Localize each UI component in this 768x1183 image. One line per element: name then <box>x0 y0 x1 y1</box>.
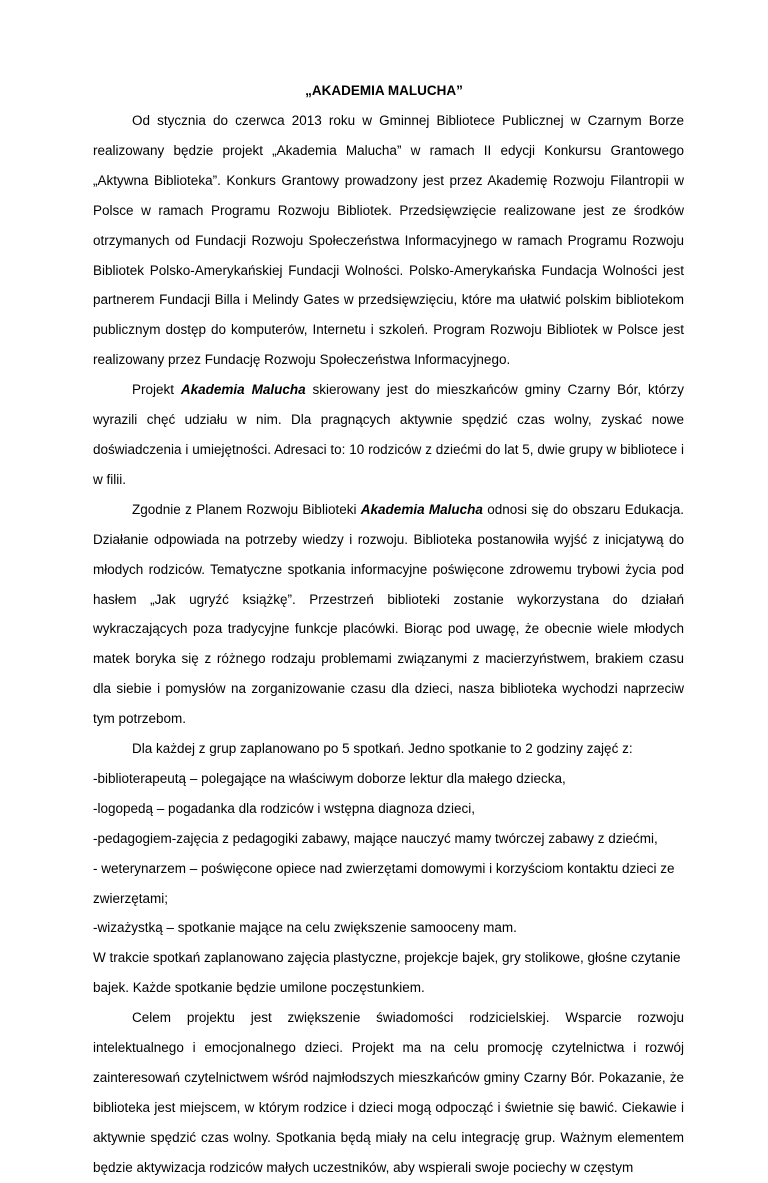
paragraph-project-audience <box>93 375 684 495</box>
list-item: -wizażystką – spotkanie mające na celu zwiększenie samooceny mam. <box>93 920 517 936</box>
paragraph-intro: Od stycznia do czerwca 2013 roku w Gminnej Bibliotece Publicznej w Czarnym Borze realizowany będzie projekt „Akademia Malucha” w ramach II edycji Konkursu Grantowego „Aktywna Biblioteka”. Konkurs Grantowy prowadzony jest przez Akademię Rozwoju Filantropii w Polsce w ramach Programu Rozwoju Bibliotek. Przedsięwzięcie realizowane jest ze środków otrzymanych od Fundacji Rozwoju Społeczeństwa Informacyjnego w ramach Programu Rozwoju Bibliotek Polsko-Amerykańskiej Fundacji Wolności. Polsko-Amerykańska Fundacja Wolności jest partnerem Fundacji Billa i Melindy Gates w przedsięwzięciu, które ma ułatwić polskim bibliotekom publicznym dostęp do komputerów, Internetu i szkoleń. Program Rozwoju Bibliotek w Polsce jest realizowany przez Fundację Rozwoju Społeczeństwa Informacyjnego. <box>93 113 684 368</box>
project-name-emphasis: Akademia Malucha <box>180 382 306 398</box>
document-body <box>93 106 684 1183</box>
paragraph-text: skierowany jest do mieszkańców gminy Czarny Bór, którzy wyrazili chęć udziału w nim. Dla pragnących aktywnie spędzić czas wolny, zyskać nowe doświadczenia i umiejętności. Adresaci to: 10 rodziców z dziećmi do lat 5, dwie grupy w bibliotece i w filii. <box>93 382 685 487</box>
list-item: -logopedą – pogadanka dla rodziców i wstępna diagnoza dzieci, <box>93 800 476 816</box>
project-name-emphasis: Akademia Malucha <box>360 501 483 517</box>
list-item: - weterynarzem – poświęcone opiece nad zwierzętami domowymi i korzyściom kontaktu dzieci ze zwierzętami; <box>93 860 675 906</box>
document-title: „AKADEMIA MALUCHA” <box>305 83 463 98</box>
paragraph-text: Projekt <box>132 382 181 398</box>
paragraph-text: Zgodnie z Planem Rozwoju Biblioteki <box>132 501 361 517</box>
paragraph-text: odnosi się do obszaru Edukacja. Działanie odpowiada na potrzeby wiedzy i rozwoju. Biblioteka postanowiła wyjść z inicjatywą do młodych rodziców. Tematyczne spotkania informacyjne poświęcone zdrowemu trybowi życia pod hasłem „Jak ugryźć książkę”. Przestrzeń biblioteki zostanie wykorzystana do działań wykraczających poza tradycyjne funkcje placówki. Biorąc pod uwagę, że obecnie wiele młodych matek boryka się z różnego rodzaju problemami związanymi z macierzyństwem, brakiem czasu dla siebie i pomysłów na zorganizowanie czasu dla dzieci, nasza biblioteka wychodzi naprzeciw tym potrzebom. <box>93 501 684 727</box>
paragraph-project-goal: Celem projektu jest zwiększenie świadomości rodzicielskiej. Wsparcie rozwoju intelektualnego i emocjonalnego dzieci. Projekt ma na celu promocję czytelnictwa i rozwój zainteresowań czytelnictwem wśród najmłodszych mieszkańców gminy Czarny Bór. Pokazanie, że biblioteka jest miejscem, w którym rodzice i dzieci mogą odpocząć i świetnie się bawić. Ciekawie i aktywnie spędzić czas wolny. Spotkania będą miały na celu integrację grup. Ważnym elementem będzie aktywizacja rodziców małych uczestników, aby wspierali swoje pociechy w częstym <box>93 1010 684 1175</box>
list-item: -pedagogiem-zajęcia z pedagogiki zabawy, mające nauczyć mamy twórczej zabawy z dziećmi, <box>93 830 658 846</box>
list-item: -biblioterapeutą – polegające na właściwym doborze lektur dla małego dziecka, <box>93 770 566 786</box>
paragraph-development-plan <box>93 495 684 734</box>
paragraph-meetings-plan: Dla każdej z grup zaplanowano po 5 spotkań. Jedno spotkanie to 2 godziny zajęć z: <box>132 741 633 757</box>
paragraph-activities: W trakcie spotkań zaplanowano zajęcia plastyczne, projekcje bajek, gry stolikowe, głośne czytanie bajek. Każde spotkanie będzie umilone poczęstunkiem. <box>93 950 681 996</box>
